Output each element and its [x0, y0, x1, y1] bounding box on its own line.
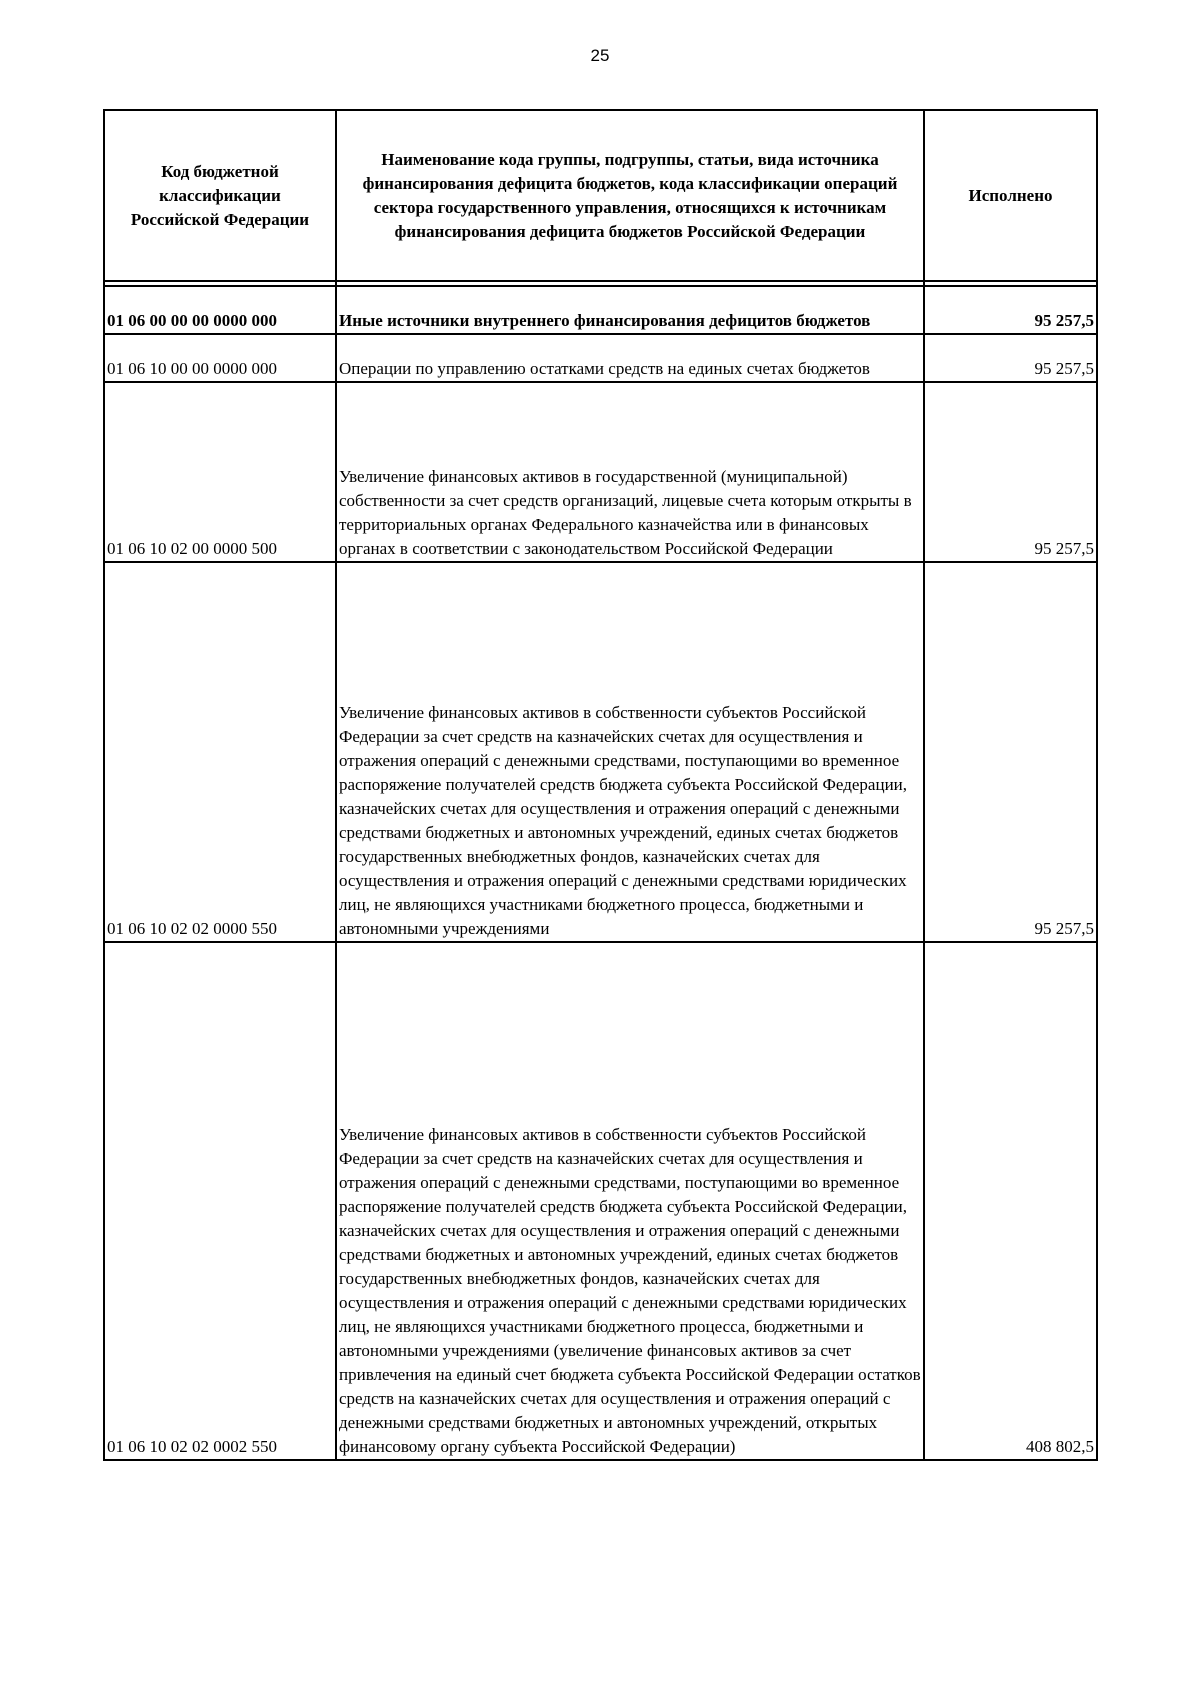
- row-amount: 95 257,5: [924, 562, 1097, 942]
- row-name: Операции по управлению остатками средств на единых счетах бюджетов: [336, 334, 924, 382]
- row-code: 01 06 10 02 02 0002 550: [104, 942, 336, 1460]
- row-code: 01 06 10 00 00 0000 000: [104, 334, 336, 382]
- header-name: Наименование кода группы, подгруппы, статьи, вида источника финансирования дефицита бюджетов, кода классификации операций сектора государственного управления, относящихся к источникам финансирования дефицита бюджетов Российской Федерации: [336, 110, 924, 281]
- row-code: 01 06 00 00 00 0000 000: [104, 286, 336, 334]
- table-row: [104, 286, 1097, 334]
- row-amount: 95 257,5: [924, 382, 1097, 562]
- header-amount: Исполнено: [924, 110, 1097, 281]
- table-row: [104, 334, 1097, 382]
- row-code: 01 06 10 02 00 0000 500: [104, 382, 336, 562]
- row-amount: 408 802,5: [924, 942, 1097, 1460]
- row-amount: 95 257,5: [924, 286, 1097, 334]
- header-code: Код бюджетной классификации Российской Федерации: [104, 110, 336, 281]
- table-row: [104, 562, 1097, 942]
- row-name: Увеличение финансовых активов в собственности субъектов Российской Федерации за счет средств на казначейских счетах для осуществления и отражения операций с денежными средствами, поступающими во временное распоряжение получателей средств бюджета субъекта Российской Федерации, казначейских счетах для осуществления и отражения операций с денежными средствами бюджетных и автономных учреждений, единых счетах бюджетов государственных внебюджетных фондов, казначейских счетах для осуществления и отражения операций с денежными средствами юридических лиц, не являющихся участниками бюджетного процесса, бюджетными и автономными учреждениями (увеличение финансовых активов за счет привлечения на единый счет бюджета субъекта Российской Федерации остатков средств на казначейских счетах для осуществления и отражения операций с денежными средствами бюджетных и автономных учреждений, открытых финансовому органу субъекта Российской Федерации): [336, 942, 924, 1460]
- budget-sources-table: [103, 109, 1098, 1461]
- row-name: Увеличение финансовых активов в собственности субъектов Российской Федерации за счет средств на казначейских счетах для осуществления и отражения операций с денежными средствами, поступающими во временное распоряжение получателей средств бюджета субъекта Российской Федерации, казначейских счетах для осуществления и отражения операций с денежными средствами бюджетных и автономных учреждений, единых счетах бюджетов государственных внебюджетных фондов, казначейских счетах для осуществления и отражения операций с денежными средствами юридических лиц, не являющихся участниками бюджетного процесса, бюджетными и автономными учреждениями: [336, 562, 924, 942]
- table-header-row: [104, 110, 1097, 281]
- table-row: [104, 382, 1097, 562]
- row-name: Увеличение финансовых активов в государственной (муниципальной) собственности за счет средств организаций, лицевые счета которым открыты в территориальных органах Федерального казначейства или в финансовых органах в соответствии с законодательством Российской Федерации: [336, 382, 924, 562]
- row-code: 01 06 10 02 02 0000 550: [104, 562, 336, 942]
- row-name: Иные источники внутреннего финансирования дефицитов бюджетов: [336, 286, 924, 334]
- page-number: 25: [590, 46, 610, 65]
- table-row: [104, 942, 1097, 1460]
- row-amount: 95 257,5: [924, 334, 1097, 382]
